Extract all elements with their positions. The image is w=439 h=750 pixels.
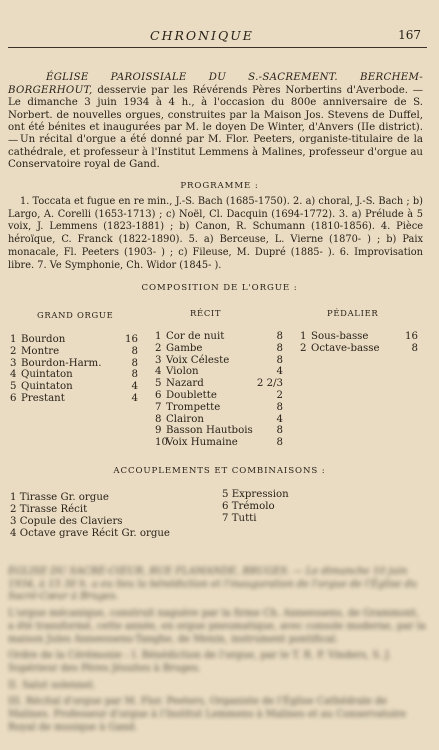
stop-footage: 8: [276, 401, 283, 413]
stop-name: Quintaton: [21, 381, 73, 393]
stop-name: Sous-basse: [311, 331, 369, 342]
stop-number: 4: [155, 366, 162, 378]
stop-footage: 4: [131, 392, 138, 404]
blurred-paragraph: ÉGLISE DU SACRÉ-CŒUR, RUE FLAMANDE, BRUGES. — Le dimanche 10 juin 1934, à 15 30 h. a eu lieu la bénédiction et l'inauguration de l'orgue de l'Église du Sacré-Cœur à Bruges.: [8, 566, 418, 603]
stop-row: [300, 343, 418, 355]
stop-footage: 2 2/3: [256, 378, 283, 390]
grand-orgue-heading: GRAND ORGUE: [37, 310, 114, 320]
accouplement-item: 4 Octave grave Récit Gr. orgue: [10, 527, 170, 539]
blurred-paragraph: Ordre de la Cérémonie : I. Bénédiction de l'orgue, par le T. R. P. Vinders, S. J. Supérieur des Pères Jésuites à Bruges.: [8, 650, 392, 674]
stop-number: 1: [10, 334, 17, 345]
stop-name: Bourdon-Harm.: [21, 357, 102, 369]
stop-footage: 8: [276, 354, 283, 366]
stop-row: [10, 393, 138, 405]
stop-number: 7: [155, 401, 162, 413]
stop-footage: 8: [276, 342, 283, 354]
accouplement-item: 1 Tirasse Gr. orgue: [10, 492, 109, 503]
intro-text: desservie par les Révérends Pères Norbertins d'Averbode. — Le dimanche 3 juin 1934 à 4 h., à l'occasion du 800e anniversaire de S. Norbert. de nouvelles orgues, construites par la Maison Jos. Stevens de Duffel, ont été bénites et inaugurées par M. le doyen De Winter, d'Anvers (IIe district). —: [8, 84, 423, 146]
stop-footage: 8: [276, 437, 283, 449]
stop-name: Montre: [21, 345, 60, 357]
stop-footage: 8: [131, 345, 138, 357]
stop-name: Voix Humaine: [166, 437, 238, 449]
composition-heading: COMPOSITION DE L'ORGUE :: [141, 283, 298, 293]
accouplements-heading: ACCOUPLEMENTS ET COMBINAISONS :: [113, 466, 326, 476]
header-rule: [8, 47, 427, 48]
programme-text: 1. Toccata et fugue en re min., J.-S. Bach (1685-1750). 2. a) choral, J.-S. Bach ; b) Largo, A. Corelli (1653-1713) ; c) Noël, Cl. Dacquin (1694-1772). 3. a) Prélude à 5 voix, J. Lemmens (1823-1881) ; b) Canon, R. Schumann (1810-1856). 4. Pièce héroïque, C. Franck (1822-1890). 5. a) Berceuse, L. Vierne (1870- ) ; b) Paix monacale, Fl. Peeters (1903- ) ; c) Fileuse, M. Dupré (1885- ). 6. Improvisation libre. 7. Ve Symphonie, Ch. Widor (1845- ).: [8, 196, 423, 271]
stop-footage: 8: [276, 331, 283, 342]
blurred-next-article: [8, 566, 426, 738]
stop-name: Prestant: [21, 392, 65, 404]
recit-stops: [155, 331, 283, 449]
pedalier-heading: PÉDALIER: [327, 308, 379, 318]
accouplement-item: 7 Tutti: [222, 512, 257, 524]
stop-name: Nazard: [166, 378, 204, 390]
stop-number: 10: [155, 437, 168, 449]
stop-row: [10, 346, 138, 358]
stop-footage: 4: [276, 366, 283, 378]
blurred-paragraph: L'orgue mécanique, construit naguère par la firme Ch. Anneessens, de Grammont, a été transformé, cette année, en orgue pneumatique, avec console moderne, par la maison Jules Anneessens-Tanghe, de Menin, instrument pontifical.: [8, 608, 426, 645]
blurred-paragraph: II. Salut solennel.: [8, 679, 96, 691]
accouplement-item: 5 Expression: [222, 489, 289, 500]
stop-name: Trompette: [166, 401, 221, 413]
stop-row: [155, 437, 283, 449]
church-name: ÉGLISE PAROISSIALE DU S.-SACREMENT. BERCHEM-BORGERHOUT,: [8, 72, 423, 96]
stop-row: [300, 331, 418, 343]
stop-name: Basson Hautbois: [166, 425, 253, 437]
stop-footage: 16: [405, 331, 418, 342]
stop-footage: 4: [131, 381, 138, 393]
accouplements-left: [10, 492, 170, 540]
grand-orgue-stops: [10, 334, 138, 405]
stop-row: [155, 402, 283, 414]
stop-row: [10, 334, 138, 346]
stop-row: [155, 390, 283, 402]
accouplement-item: 3 Copule des Claviers: [10, 515, 123, 527]
stop-row: [10, 369, 138, 381]
stop-footage: 8: [276, 425, 283, 437]
stop-row: [155, 414, 283, 426]
stop-name: Bourdon: [21, 334, 66, 345]
stop-name: Doublette: [166, 389, 217, 401]
stop-number: 2: [10, 345, 17, 357]
stop-number: 5: [155, 378, 162, 390]
stop-number: 1: [155, 331, 162, 342]
stop-number: 2: [155, 342, 162, 354]
stop-footage: 8: [131, 369, 138, 381]
accouplement-item: 2 Tirasse Récit: [10, 503, 88, 515]
stop-number: 3: [155, 354, 162, 366]
running-header-title: CHRONIQUE: [150, 28, 254, 43]
stop-row: [10, 381, 138, 393]
stop-row: [155, 425, 283, 437]
stop-row: [155, 355, 283, 367]
stop-number: 4: [10, 369, 17, 381]
stop-number: 5: [10, 381, 17, 393]
stop-name: Clairon: [166, 413, 204, 425]
stop-name: Voix Céleste: [166, 354, 230, 366]
stop-name: Gambe: [166, 342, 203, 354]
stop-row: [10, 358, 138, 370]
stop-row: [155, 343, 283, 355]
stop-number: 9: [155, 425, 162, 437]
stop-footage: 4: [276, 413, 283, 425]
stop-footage: 16: [125, 334, 138, 345]
stop-footage: 8: [411, 342, 418, 354]
recital-paragraph: Un récital d'orgue a été donné par M. Flor. Peeters, organiste-titulaire de la cathédrale, et professeur à l'Institut Lemmens à Malines, professeur d'orgue au Conservatoire royal de Gand.: [8, 134, 423, 171]
stop-number: 3: [10, 357, 17, 369]
recit-heading: RÉCIT: [190, 308, 222, 318]
page-number: 167: [398, 28, 421, 42]
stop-number: 2: [300, 342, 307, 354]
blurred-paragraph: III. Récital d'orgue par M. Flor. Peeters, Organiste de l'Église Cathédrale de Malines. Professeur d'orgue à l'Institut Lemmens à Malines et au Conservatoire Royal de musique à Gand.: [8, 696, 407, 733]
stop-number: 6: [10, 392, 17, 404]
stop-number: 8: [155, 413, 162, 425]
stop-row: [155, 366, 283, 378]
stop-footage: 2: [276, 389, 283, 401]
stop-footage: 8: [131, 357, 138, 369]
stop-name: Violon: [166, 366, 199, 378]
stop-row: [155, 378, 283, 390]
accouplements-right: [222, 489, 289, 525]
stop-name: Cor de nuit: [166, 331, 225, 342]
programme-heading: PROGRAMME :: [180, 181, 259, 191]
stop-row: [155, 331, 283, 343]
stop-number: 1: [300, 331, 307, 342]
stop-name: Octave-basse: [311, 342, 380, 354]
stop-number: 6: [155, 389, 162, 401]
stop-name: Quintaton: [21, 369, 73, 381]
pedalier-stops: [300, 331, 418, 355]
accouplement-item: 6 Trémolo: [222, 500, 275, 512]
